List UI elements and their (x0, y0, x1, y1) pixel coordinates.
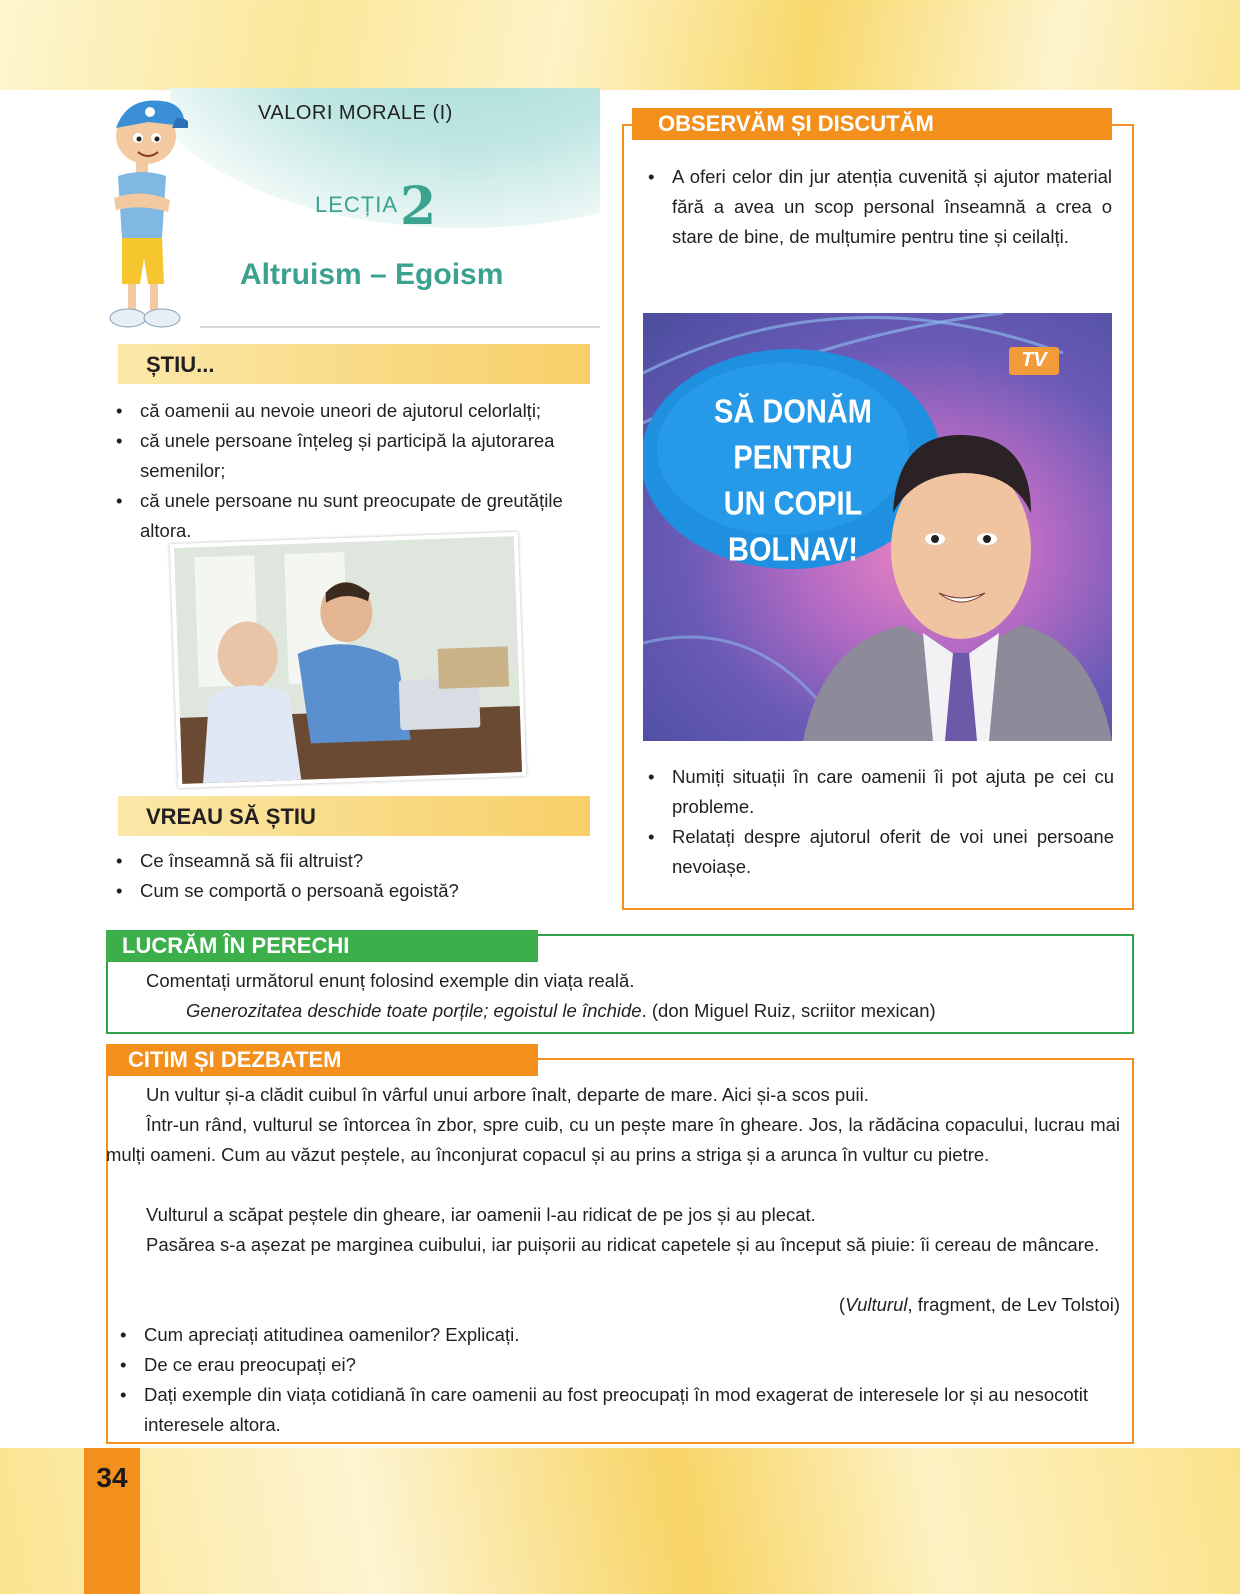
tv-bubble-line: SĂ DONĂM PENTRU (714, 393, 872, 477)
list-item: • De ce erau preocupați ei? (116, 1350, 1120, 1380)
lesson-number: 2 (400, 176, 437, 237)
citim-paragraph: Pasărea s-a așezat pe marginea cuibului, iar puișorii au ridicat capetele și au început să piuie: îi cereau de mâncare. (146, 1234, 1100, 1255)
citim-heading: CITIM ȘI DEZBATEM (106, 1044, 538, 1076)
stiu-heading-bar (118, 344, 590, 384)
source-paren: ( (838, 1294, 846, 1315)
source-rest: , fragment, de Lev Tolstoi) (907, 1294, 1120, 1315)
page-number: 34 (96, 1462, 128, 1493)
list-item: • Cum se comportă o persoană egoistă? (112, 876, 590, 906)
photo-illustration (174, 536, 526, 788)
list-item: • că unele persoane înțeleg și participă la ajutorarea semenilor; (112, 426, 590, 486)
citim-paragraph: Într-un rând, vulturul se întorcea în zbor, spre cuib, cu un pește mare în gheare. Jos, la rădăcina copacului, lucrau mai mulți oameni. Cum au văzut peștele, au înconjurat copacul și au prins a striga și a arunca în vultur cu pietre. (106, 1114, 1120, 1165)
tv-logo: TV (1021, 349, 1047, 371)
vreau-list (112, 846, 590, 906)
lucram-instruction: Comentați următorul enunț folosind exemple din viața reală. (146, 970, 635, 991)
lucram-heading: LUCRĂM ÎN PERECHI (106, 930, 538, 962)
tv-bubble-line: UN COPIL BOLNAV! (723, 485, 863, 569)
observam-questions (644, 762, 1114, 882)
list-item: • Dați exemple din viața cotidiană în care oamenii au fost preocupați în mod exagerat de interesele lor și au nesocotit interesele altora. (116, 1380, 1120, 1440)
citim-paragraph: Vulturul a scăpat peștele din gheare, iar oamenii l-au ridicat de pe jos și au plecat. (146, 1204, 816, 1225)
observam-heading: OBSERVĂM ȘI DISCUTĂM (632, 108, 1112, 140)
lucram-quote-line (186, 996, 1126, 1026)
helping-elderly-photo (170, 532, 526, 788)
bottom-decorative-band (0, 1448, 1240, 1594)
list-item: • că unele persoane nu sunt preocupate de greutățile altora. (112, 486, 590, 546)
list-item: • Numiți situații în care oamenii îi pot ajuta pe cei cu probleme. (644, 762, 1114, 822)
citim-paragraph: Un vultur și-a clădit cuibul în vârful unui arbore înalt, departe de mare. Aici și-a scos puii. (146, 1084, 869, 1105)
tv-donation-illustration (643, 313, 1112, 741)
vreau-heading-bar (118, 796, 590, 836)
list-item: • că oamenii au nevoie uneori de ajutorul celorlalți; (112, 396, 590, 426)
list-item: • A oferi celor din jur atenția cuvenită și ajutor material fără a avea un scop personal înseamnă a crea o stare de bine, de mulțumire pentru tine și ceilalți. (644, 162, 1112, 252)
chapter-kicker: VALORI MORALE (I) (258, 102, 453, 124)
lucram-quote: Generozitatea deschide toate porțile; egoistul le închide (186, 1000, 642, 1021)
vreau-heading: VREAU SĂ ȘTIU (146, 804, 316, 829)
list-item: • Cum apreciați atitudinea oamenilor? Explicați. (116, 1320, 1120, 1350)
source-title: Vulturul (845, 1294, 908, 1315)
stiu-list (112, 396, 590, 546)
list-item: • Relatați despre ajutorul oferit de voi unei persoane nevoiașe. (644, 822, 1114, 882)
citim-source (106, 1290, 1120, 1320)
top-decorative-band (0, 0, 1240, 90)
tv-bubble-text (683, 389, 903, 573)
stiu-heading: ȘTIU... (146, 352, 215, 377)
list-item: • Ce înseamnă să fii altruist? (112, 846, 590, 876)
lucram-quote-source: . (don Miguel Ruiz, scriitor mexican) (641, 1000, 936, 1021)
citim-questions (116, 1320, 1120, 1440)
lesson-label: LECȚIA (315, 192, 399, 217)
header-divider (200, 326, 600, 328)
lesson-title: Altruism – Egoism (240, 258, 504, 291)
observam-intro-list (644, 162, 1112, 252)
boy-mascot-illustration (88, 88, 188, 338)
